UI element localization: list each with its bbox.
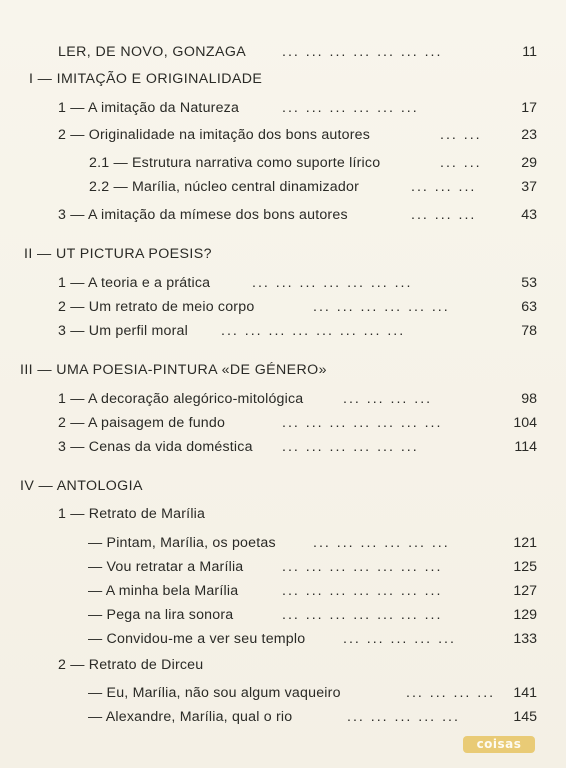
toc-entry [0,204,566,226]
page-number: 29 [521,155,537,171]
toc-section-iv [0,475,566,497]
page-number: 127 [513,583,537,599]
toc-entry-label: — Pega na lira sonora [88,607,234,623]
leader-dots: ... ... ... ... ... ... ... [282,44,443,60]
toc-entry-label: 2 — Retrato de Dirceu [58,657,204,673]
toc-entry-label: — Vou retratar a Marília [88,559,244,575]
page-number: 141 [513,685,537,701]
section-heading: III — UMA POESIA-PINTURA «DE GÉNERO» [20,362,327,378]
leader-dots: ... ... ... [411,179,477,195]
toc-entry [0,97,566,119]
leader-dots: ... ... ... ... ... ... ... [282,583,443,599]
toc-poem-entry [0,604,566,626]
leader-dots: ... ... [440,127,482,143]
leader-dots: ... ... ... ... ... ... ... [282,415,443,431]
leader-dots: ... ... ... ... ... ... ... ... [221,323,406,339]
toc-entry [0,436,566,458]
toc-entry [0,320,566,342]
toc-entry-label: 3 — A imitação da mímese dos bons autores [58,207,348,223]
section-heading: I — IMITAÇÃO E ORIGINALIDADE [29,71,263,87]
leader-dots: ... ... ... ... ... ... ... [282,559,443,575]
leader-dots: ... ... ... ... ... [343,631,456,647]
page-number: 11 [522,44,537,60]
section-heading: II — UT PICTURA POESIS? [24,246,212,262]
page-number: 114 [514,439,537,455]
page-number: 23 [521,127,537,143]
toc-subentry [0,152,566,174]
toc-entry-label: — A minha bela Marília [88,583,239,599]
toc-entry-label: — Convidou-me a ver seu templo [88,631,306,647]
toc-entry-label: LER, DE NOVO, GONZAGA [58,44,247,60]
leader-dots: ... ... ... [411,207,477,223]
toc-section-ii [0,243,566,265]
page-number: 17 [521,100,537,116]
page-number: 125 [513,559,537,575]
page-number: 37 [521,179,537,195]
toc-entry [0,272,566,294]
leader-dots: ... ... ... ... ... ... ... [282,607,443,623]
leader-dots: ... ... ... ... ... ... [313,299,450,315]
toc-entry-ler-de-novo [0,41,566,63]
toc-entry-label: 2.1 — Estrutura narrativa como suporte lírico [89,155,381,171]
toc-poem-entry [0,706,566,728]
leader-dots: ... ... ... ... ... ... ... [252,275,413,291]
watermark-logo: coisas [463,736,535,753]
toc-poem-entry [0,628,566,650]
section-heading: IV — ANTOLOGIA [20,478,143,494]
leader-dots: ... ... ... ... ... ... [282,439,419,455]
page-number: 78 [521,323,537,339]
toc-subentry [0,176,566,198]
toc-poem-entry [0,532,566,554]
toc-entry-label: 1 — A teoria e a prática [58,275,211,291]
page-number: 104 [513,415,537,431]
toc-entry-label: — Pintam, Marília, os poetas [88,535,276,551]
page-number: 121 [513,535,537,551]
leader-dots: ... ... ... ... ... ... [313,535,450,551]
toc-entry [0,654,566,676]
leader-dots: ... ... ... ... ... ... [282,100,419,116]
toc-entry-label: 2 — A paisagem de fundo [58,415,226,431]
toc-entry-label: 2.2 — Marília, núcleo central dinamizador [89,179,360,195]
toc-poem-entry [0,556,566,578]
toc-entry-label: — Alexandre, Marília, qual o rio [88,709,293,725]
toc-entry [0,296,566,318]
toc-entry-label: 1 — A imitação da Natureza [58,100,240,116]
page-number: 133 [513,631,537,647]
leader-dots: ... ... [440,155,482,171]
page-number: 129 [513,607,537,623]
toc-entry-label: 3 — Um perfil moral [58,323,188,339]
toc-entry-label: — Eu, Marília, não sou algum vaqueiro [88,685,341,701]
toc-entry-label: 1 — A decoração alegórico-mitológica [58,391,304,407]
toc-entry-label: 3 — Cenas da vida doméstica [58,439,253,455]
toc-entry [0,388,566,410]
leader-dots: ... ... ... ... [343,391,433,407]
toc-entry-label: 1 — Retrato de Marília [58,506,206,522]
page-number: 43 [521,207,537,223]
page-number: 63 [521,299,537,315]
toc-section-iii [0,359,566,381]
toc-entry [0,412,566,434]
toc-entry [0,124,566,146]
toc-section-i [0,68,566,90]
toc-poem-entry [0,682,566,704]
toc-entry-label: 2 — Um retrato de meio corpo [58,299,255,315]
page-number: 98 [521,391,537,407]
toc-entry-label: 2 — Originalidade na imitação dos bons autores [58,127,371,143]
toc-entry [0,503,566,525]
page-number: 53 [521,275,537,291]
page-number: 145 [513,709,537,725]
leader-dots: ... ... ... ... [406,685,496,701]
leader-dots: ... ... ... ... ... [347,709,460,725]
toc-poem-entry [0,580,566,602]
